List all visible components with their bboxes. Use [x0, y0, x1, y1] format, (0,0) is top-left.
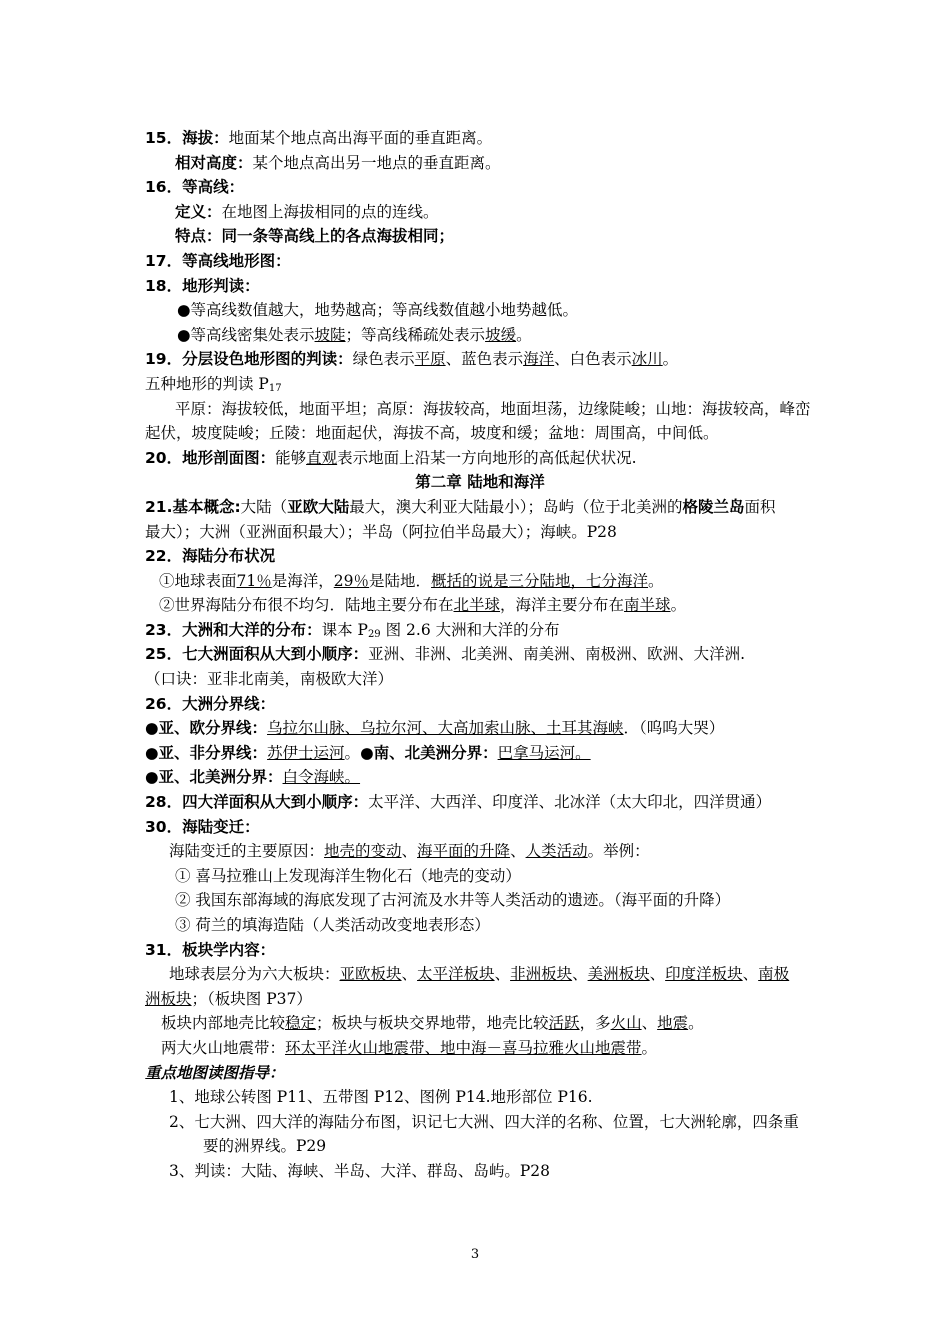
page-number: 3: [470, 1247, 480, 1262]
item-18-heading: 18．地形判读：: [145, 276, 260, 295]
five-landforms-heading: 五种地形的判读 $P_{17}$: [145, 374, 282, 394]
landforms-text-1: 平原：海拔较低，地面平坦；高原：海拔较高，地面坦荡，边缘陡峻；山地：海拔较高，峰峦: [175, 399, 811, 418]
item-17-heading: 17．等高线地形图：: [145, 251, 291, 270]
contour-feature-line: 特点：同一条等高线上的各点海拔相同；: [175, 227, 455, 246]
item-23-line: 23．大洲和大洋的分布：课本 $P_{29}$ 图 2.6 大洲和大洋的分布: [145, 620, 560, 640]
item-26-heading: 26．大洲分界线：: [145, 694, 276, 713]
chapter-2-title: 第二章 陆地和海洋: [415, 473, 545, 492]
terrain-rule-1: ●等高线数值越大，地势越高；等高线数值越小地势越低。: [177, 301, 579, 320]
volcano-earthquake-belts: 两大火山地震带：环太平洋火山地震带、地中海－喜马拉雅火山地震带。: [161, 1038, 658, 1057]
document-body: [145, 126, 815, 1184]
item-31-heading: 31．板块学内容：: [145, 940, 276, 959]
item-19-line: 19．分层设色地形图的判读：绿色表示平原、蓝色表示海洋、白色表示冰川。: [145, 350, 679, 369]
continents-mnemonic: （口诀：亚非北南美，南极欧大洋）: [145, 670, 394, 689]
example-1: ① 喜马拉雅山上发现海洋生物化石（地壳的变动）: [175, 866, 521, 885]
map-guide-3: 3、判读：大陆、海峡、半岛、大洋、群岛、岛屿。P28: [169, 1161, 551, 1180]
item-21-line: 21.基本概念:大陆（亚欧大陆最大，澳大利亚大陆最小）；岛屿（位于北美洲的格陵兰岛面积: [145, 497, 776, 516]
six-plates-continued: 洲板块；（板块图 P37）: [145, 989, 312, 1008]
item-22-heading: 22．海陆分布状况: [145, 547, 276, 566]
example-2: ② 我国东部海域的海底发现了古河流及水井等人类活动的遗迹。（海平面的升降）: [175, 891, 731, 910]
landforms-text-2: 起伏，坡度陡峻；丘陵：地面起伏，海拔不高，坡度和缓；盆地：周围高，中间低。: [145, 424, 719, 443]
land-sea-point-1: ①地球表面71％是海洋，29％是陆地．概括的说是三分陆地，七分海洋。: [159, 571, 664, 590]
plate-stability-line: 板块内部地壳比较稳定；板块与板块交界地带，地壳比较活跃，多火山、地震。: [161, 1014, 704, 1033]
map-guide-1: 1、地球公转图 P11、五带图 P12、图例 P14.地形部位 P16.: [169, 1088, 593, 1107]
terrain-rule-2: ●等高线密集处表示坡陡；等高线稀疏处表示坡缓。: [177, 325, 532, 344]
asia-north-america-boundary: ●亚、北美洲分界：白令海峡。: [145, 768, 361, 787]
item-30-heading: 30．海陆变迁：: [145, 817, 260, 836]
map-reading-guide-heading: 重点地图读图指导：: [145, 1063, 285, 1082]
land-sea-point-2: ②世界海陆分布很不均匀．陆地主要分布在北半球，海洋主要分布在南半球。: [159, 596, 687, 615]
example-3: ③ 荷兰的填海造陆（人类活动改变地表形态）: [175, 916, 490, 934]
contour-definition-line: 定义：在地图上海拔相同的点的连线。: [175, 202, 439, 221]
map-guide-2: 2、七大洲、四大洋的海陆分布图，识记七大洲、四大洋的名称、位置，七大洲轮廓，四条重: [169, 1112, 799, 1131]
asia-africa-boundary: ●亚、非分界线：苏伊士运河。●南、北美洲分界：巴拿马运河。: [145, 743, 591, 762]
item-15-altitude: 15．海拔：地面某个地点高出海平面的垂直距离。: [145, 129, 493, 147]
item-21-continued: 最大）；大洲（亚洲面积最大）；半岛（阿拉伯半岛最大）；海峡。P28: [145, 522, 617, 541]
item-20-line: 20．地形剖面图：能够直观表示地面上沿某一方向地形的高低起伏状况.: [145, 448, 637, 467]
asia-europe-boundary: ●亚、欧分界线：乌拉尔山脉、乌拉尔河、大高加索山脉、土耳其海峡．（呜呜大哭）: [145, 719, 725, 738]
item-16-heading: 16．等高线：: [145, 178, 245, 197]
item-25-line: 25．七大洲面积从大到小顺序：亚洲、非洲、北美洲、南美洲、南极洲、欧洲、大洋洲.: [145, 645, 746, 664]
map-guide-2-continued: 要的洲界线。P29: [203, 1137, 327, 1156]
six-plates-line: 地球表层分为六大板块：亚欧板块、太平洋板块、非洲板块、美洲板块、印度洋板块、南极: [169, 965, 790, 984]
relative-height-line: 相对高度：某个地点高出另一地点的垂直距离。: [175, 153, 501, 172]
item-28-line: 28．四大洋面积从大到小顺序：太平洋、大西洋、印度洋、北冰洋（太大印北，四洋贯通）: [145, 793, 772, 812]
land-sea-change-causes: 海陆变迁的主要原因：地壳的变动、海平面的升降、人类活动。举例：: [169, 842, 650, 861]
